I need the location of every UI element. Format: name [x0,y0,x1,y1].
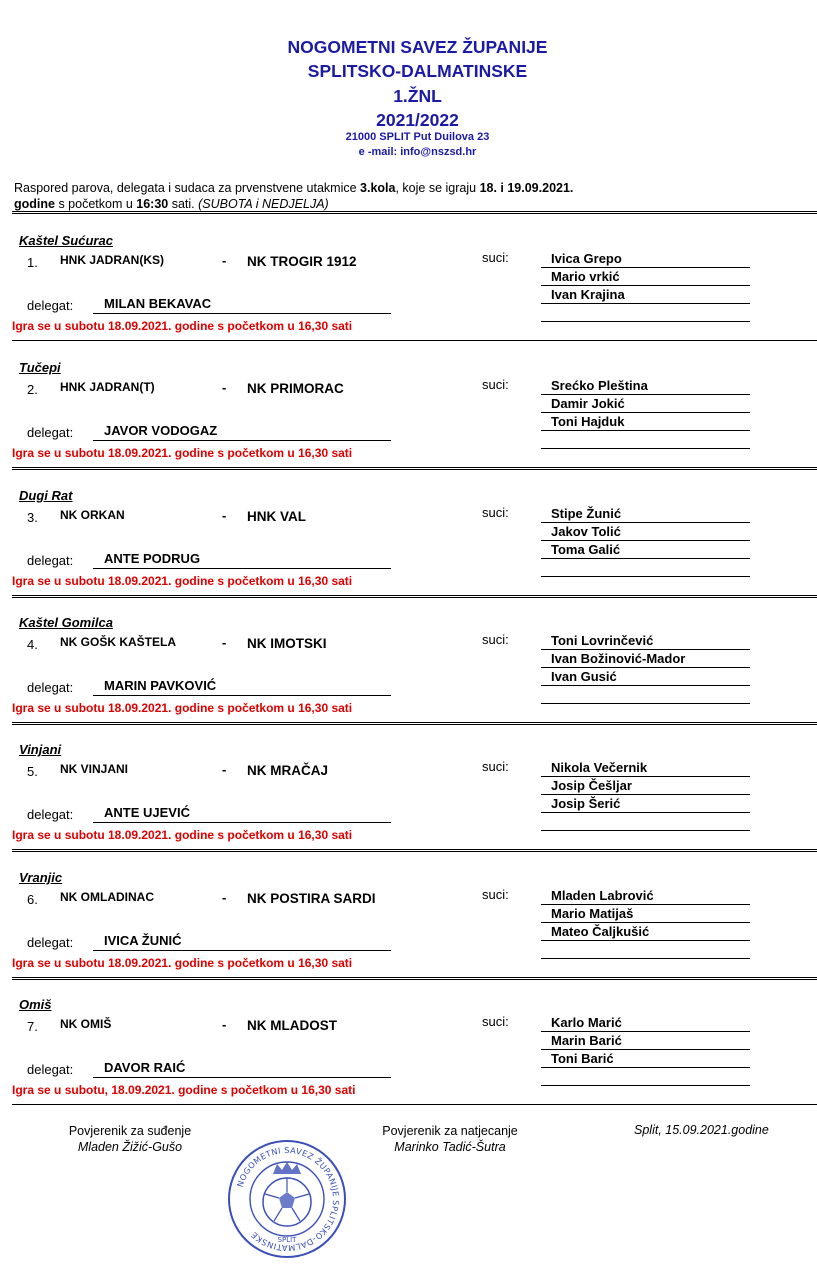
away-team: HNK VAL [247,509,306,524]
referee-blank-line [541,941,750,959]
address: 21000 SPLIT Put Duilova 23 [345,131,490,143]
referees-label: suci: [482,250,509,265]
delegate-name: DAVOR RAIĆ [104,1060,186,1075]
header-title-line1: NOGOMETNI SAVEZ ŽUPANIJE [287,37,548,57]
referee-line [541,413,750,431]
delegate-line [93,423,391,441]
versus-dash: - [222,508,227,523]
delegate-name: MILAN BEKAVAC [104,296,212,311]
referee-name: Toni Barić [551,1051,614,1066]
referee-blank-line [541,431,750,449]
delegate-name: MARIN PAVKOVIĆ [104,678,217,693]
referee-line [541,1050,750,1068]
delegate-label: delegat: [27,680,74,695]
football-icon [263,1178,311,1226]
league-name: 1.ŽNL [393,86,442,106]
match-divider [12,849,817,852]
delegate-line [93,551,391,569]
versus-dash: - [222,890,227,905]
header-title-line2: SPLITSKO-DALMATINSKE [307,61,528,81]
match-number: 1. [27,255,38,270]
referees-label: suci: [482,377,509,392]
match-time-note: Igra se u subotu 18.09.2021. godine s početkom u 16,30 sati [12,828,353,842]
referee-blank-line [541,686,750,704]
match-time-note: Igra se u subotu 18.09.2021. godine s početkom u 16,30 sati [12,319,353,333]
referee-line [541,505,750,523]
match-divider [12,1104,817,1105]
intro-paragraph: Raspored parova, delegata i sudaca za prvenstvene utakmice 3.kola, koje se igraju 18. i 19.09.2021. godine s početkom u 16:30 sati. (SUBOTA i NEDJELJA) [14,181,574,211]
signature-competition-commissioner: Povjerenik za natjecanje Marinko Tadić-Šutra [382,1124,518,1154]
away-team: NK PRIMORAC [247,381,344,396]
referee-name: Srećko Pleština [551,378,648,393]
home-team: NK GOŠK KAŠTELA [60,635,177,649]
referee-line [541,523,750,541]
referee-blank-line [541,1068,750,1086]
match-number: 7. [27,1019,38,1034]
referee-name: Josip Šerić [551,796,621,811]
referee-line [541,795,750,813]
match-venue: Kaštel Sućurac [19,233,113,248]
place-date: Split, 15.09.2021.godine [634,1123,769,1137]
delegate-name: ANTE UJEVIĆ [104,805,190,820]
delegate-label: delegat: [27,553,74,568]
match-venue: Tučepi [19,360,61,375]
away-team: NK MLADOST [247,1018,337,1033]
referee-name: Toma Galić [551,542,621,557]
away-team: NK POSTIRA SARDI [247,891,376,906]
stamp-ring-text: NOGOMETNI SAVEZ ŽUPANIJE SPLITSKO-DALMATINSKE [234,1144,342,1254]
match-block [0,488,817,608]
match-block [0,997,817,1117]
referee-line [541,887,750,905]
referee-line [541,268,750,286]
match-time-note: Igra se u subotu 18.09.2021. godine s početkom u 16,30 sati [12,956,353,970]
versus-dash: - [222,380,227,395]
delegate-name: IVICA ŽUNIĆ [104,933,182,948]
match-time-note: Igra se u subotu 18.09.2021. godine s početkom u 16,30 sati [12,701,353,715]
away-team: NK MRAČAJ [247,763,328,778]
match-venue: Kaštel Gomilca [19,615,113,630]
referees-label: suci: [482,632,509,647]
referee-blank-line [541,304,750,322]
delegate-line [93,933,391,951]
match-time-note: Igra se u subotu, 18.09.2021. godine s početkom u 16,30 sati [12,1083,356,1097]
versus-dash: - [222,635,227,650]
delegate-line [93,1060,391,1078]
referee-name: Mateo Čaljkušić [551,924,650,939]
referee-name: Toni Lovrinčević [551,633,654,648]
referee-name: Stipe Žunić [551,506,622,521]
versus-dash: - [222,762,227,777]
home-team: NK OMIŠ [60,1017,112,1031]
referee-line [541,759,750,777]
referee-line [541,286,750,304]
referee-line [541,1032,750,1050]
referees-label: suci: [482,1014,509,1029]
referee-name: Josip Češljar [551,778,632,793]
email: e -mail: info@nszsd.hr [358,146,477,158]
match-venue: Dugi Rat [19,488,73,503]
match-venue: Omiš [19,997,52,1012]
match-number: 4. [27,637,38,652]
referee-name: Ivan Božinović-Mador [551,651,686,666]
referee-line [541,650,750,668]
referee-line [541,777,750,795]
match-block [0,870,817,990]
match-time-note: Igra se u subotu 18.09.2021. godine s početkom u 16,30 sati [12,446,353,460]
signature-referees-commissioner: Povjerenik za suđenje Mladen Žižić-Gušo [68,1124,192,1154]
match-divider [12,977,817,980]
delegate-label: delegat: [27,298,74,313]
match-block [0,742,817,862]
home-team: NK VINJANI [60,762,129,776]
referee-name: Ivica Grepo [551,251,622,266]
referee-line [541,541,750,559]
referee-blank-line [541,813,750,831]
referee-line [541,395,750,413]
match-number: 2. [27,382,38,397]
delegate-label: delegat: [27,1062,74,1077]
home-team: HNK JADRAN(KS) [60,253,164,267]
referee-name: Ivan Gusić [551,669,617,684]
delegate-name: ANTE PODRUG [104,551,201,566]
delegate-label: delegat: [27,807,74,822]
association-stamp [226,1138,348,1260]
match-number: 5. [27,764,38,779]
delegate-line [93,805,391,823]
delegate-label: delegat: [27,425,74,440]
referee-name: Ivan Krajina [551,287,625,302]
match-divider [12,722,817,725]
match-venue: Vinjani [19,742,62,757]
match-block [0,615,817,735]
match-block [0,360,817,480]
delegate-name: JAVOR VODOGAZ [104,423,218,438]
referees-label: suci: [482,759,509,774]
home-team: NK OMLADINAC [60,890,154,904]
match-number: 3. [27,510,38,525]
match-venue: Vranjic [19,870,63,885]
referee-line [541,1014,750,1032]
referee-line [541,250,750,268]
referee-name: Nikola Večernik [551,760,648,775]
referee-line [541,668,750,686]
delegate-line [93,678,391,696]
referee-blank-line [541,559,750,577]
referee-name: Mario Matijaš [551,906,634,921]
match-number: 6. [27,892,38,907]
stamp-bottom-text: SPLIT [277,1236,297,1244]
referee-line [541,905,750,923]
referee-name: Damir Jokić [551,396,625,411]
away-team: NK IMOTSKI [247,636,327,651]
versus-dash: - [222,253,227,268]
match-divider [12,467,817,470]
referee-line [541,923,750,941]
match-divider [12,340,817,341]
delegate-line [93,296,391,314]
match-divider [12,595,817,598]
delegate-label: delegat: [27,935,74,950]
referee-name: Jakov Tolić [551,524,621,539]
match-block [0,233,817,353]
referees-label: suci: [482,505,509,520]
season: 2021/2022 [376,110,459,130]
referee-name: Mario vrkić [551,269,620,284]
versus-dash: - [222,1017,227,1032]
referee-name: Mladen Labrović [551,888,654,903]
referees-label: suci: [482,887,509,902]
home-team: NK ORKAN [60,508,125,522]
referee-name: Marin Barić [551,1033,622,1048]
away-team: NK TROGIR 1912 [247,254,357,269]
referee-name: Karlo Marić [551,1015,622,1030]
home-team: HNK JADRAN(T) [60,380,155,394]
referee-line [541,377,750,395]
divider [12,211,817,214]
referee-line [541,632,750,650]
referee-name: Toni Hajduk [551,414,625,429]
match-time-note: Igra se u subotu 18.09.2021. godine s početkom u 16,30 sati [12,574,353,588]
